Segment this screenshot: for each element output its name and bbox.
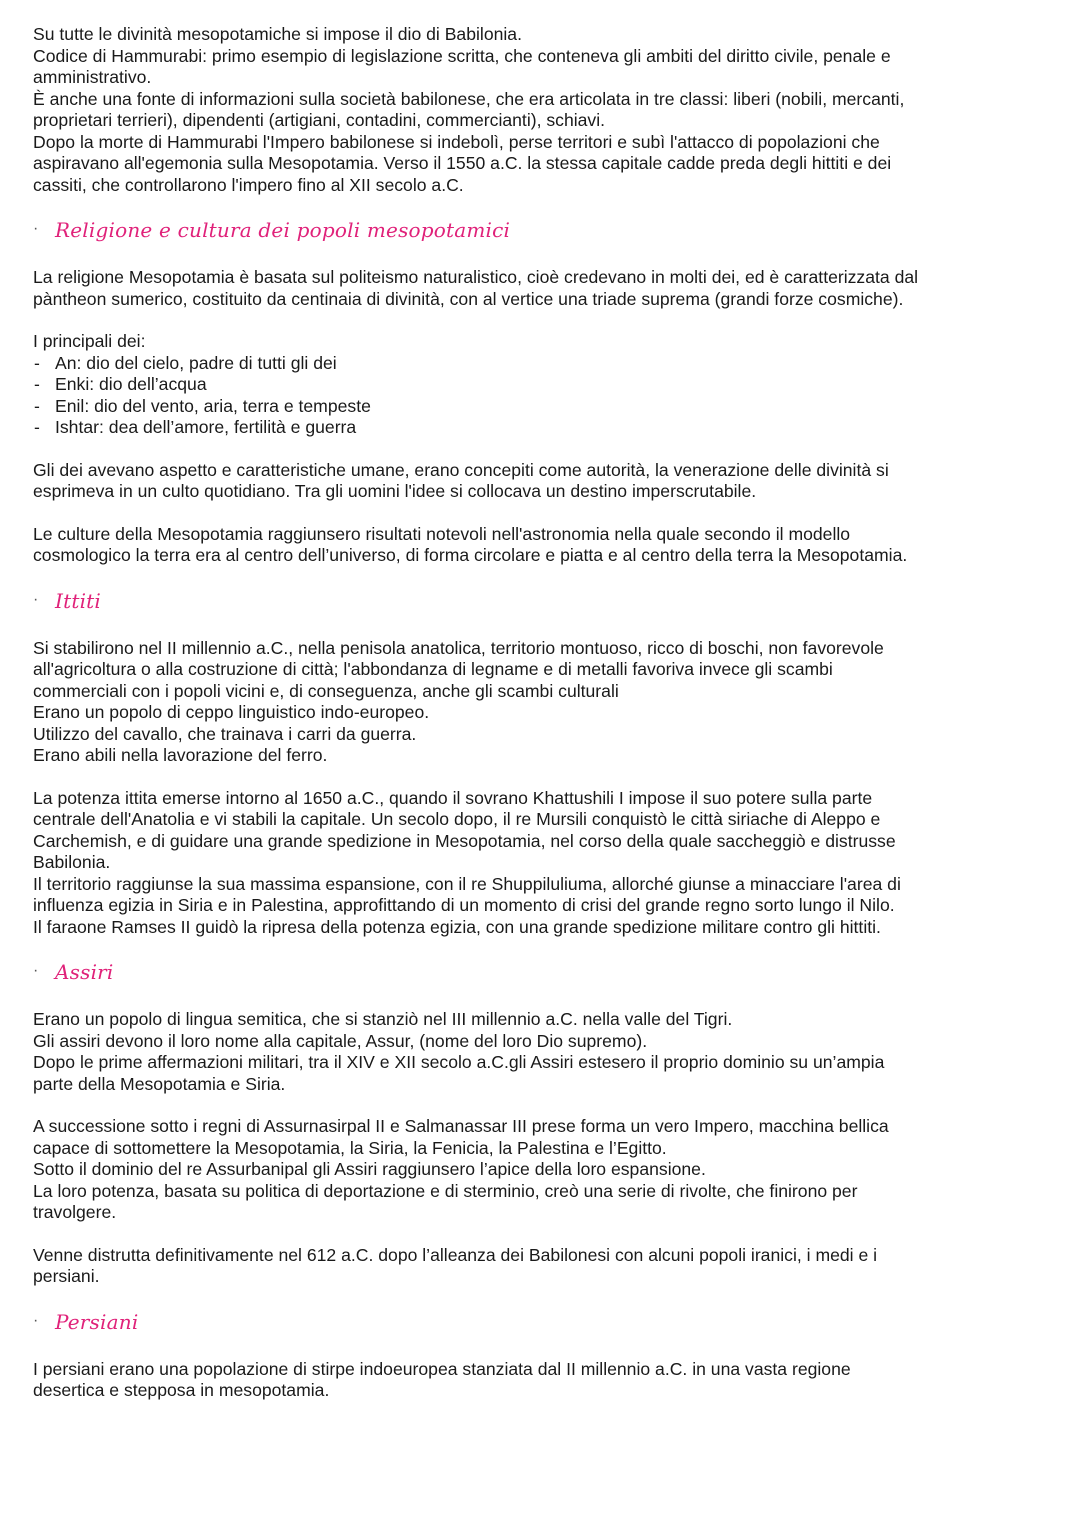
section-heading-assiri (33, 960, 1053, 988)
text-line: Le culture della Mesopotamia raggiunsero risultati notevoli nell'astronomia nella quale secondo il modello (33, 523, 851, 544)
text-line: all'agricoltura o alla costruzione di città; l'abbondanza di legname e di metalli favoriva invece gli scambi (33, 659, 833, 679)
text-line: centrale dell'Anatolia e vi stabili la capitale. Un secolo dopo, il re Mursili conquistò le città siriache di Aleppo e (33, 809, 881, 829)
section-heading-ittiti (33, 589, 1053, 617)
text-line: Dopo le prime affermazioni militari, tra il XIV e XII secolo a.C.gli Assiri estesero il proprio dominio su un’ampia (33, 1052, 885, 1072)
text-line: Babilonia. (33, 852, 111, 872)
heading-text: Persiani (55, 1309, 139, 1334)
section-heading-persiani (33, 1310, 1053, 1338)
text-line: commerciali con i popoli vicini e, di conseguenza, anche gli scambi culturali (33, 680, 619, 701)
religione-paragraph-2 (33, 460, 1053, 503)
text-line: cosmologico la terra era al centro dell’universo, di forma circolare e piatta e al centro della terra la Mesopotamia. (33, 545, 908, 565)
assiri-paragraph-2 (33, 1116, 1053, 1224)
text-line: amministrativo. (33, 67, 152, 87)
text-line: Venne distrutta definitivamente nel 612 a.C. dopo l’alleanza dei Babilonesi con alcuni popoli iranici, i medi e i (33, 1244, 878, 1265)
text-line: Utilizzo del cavallo, che trainava i carri da guerra. (33, 723, 417, 744)
religione-paragraph-1 (33, 267, 1053, 310)
text-line: capace di sottomettere la Mesopotamia, la Siria, la Fenicia, la Palestina e l’Egitto. (33, 1137, 667, 1158)
text-line: La religione Mesopotamia è basata sul politeismo naturalistico, cioè credevano in molti dei, ed è caratterizzata dal (33, 267, 919, 287)
heading-text: Assiri (55, 960, 114, 984)
text-line: I persiani erano una popolazione di stirpe indoeuropea stanziata dal II millennio a.C. in una vasta regione (33, 1358, 851, 1379)
text-line: Carchemish, e di guidare una grande spedizione in Mesopotamia, nel corso della quale saccheggiò e distrusse (33, 830, 896, 851)
text-line: Erano un popolo di lingua semitica, che si stanziò nel III millennio a.C. nella valle del Tigri. (33, 1009, 733, 1029)
bullet-icon: · (33, 1311, 39, 1329)
text-line: proprietari terrieri), dipendenti (artigiani, contadini, commercianti), schiavi. (33, 110, 606, 130)
bullet-icon: · (33, 220, 39, 237)
text-line: A successione sotto i regni di Assurnasirpal II e Salmanassar III prese forma un vero Impero, macchina bellica (33, 1116, 889, 1136)
religione-paragraph-3 (33, 524, 1053, 567)
gods-list (33, 353, 1053, 439)
text-line: Erano abili nella lavorazione del ferro. (33, 745, 328, 765)
text-line: Gli dei avevano aspetto e caratteristiche umane, erano concepiti come autorità, la venerazione delle divinità si (33, 459, 889, 480)
ittiti-paragraph-1 (33, 638, 1053, 767)
text-line: aspiravano all'egemonia sulla Mesopotamia. Verso il 1550 a.C. la stessa capitale cadde preda degli hittiti e dei (33, 153, 892, 173)
bullet-icon: · (33, 962, 39, 979)
list-item: - Enki: dio dell’acqua (34, 374, 207, 394)
intro-paragraph (33, 24, 1053, 196)
text-line: È anche una fonte di informazioni sulla società babilonese, che era articolata in tre classi: liberi (nobili, mercanti, (33, 88, 905, 109)
text-line: travolgere. (33, 1202, 117, 1222)
text-line: influenza egizia in Siria e in Palestina, approfittando di un momento di crisi del grande regno sorto lungo il Nilo. (33, 895, 895, 915)
text-line: parte della Mesopotamia e Siria. (33, 1073, 286, 1094)
text-line: Il territorio raggiunse la sua massima espansione, con il re Shuppiluliuma, allorché giunse a minacciare l'area di (33, 873, 901, 894)
text-line: Codice di Hammurabi: primo esempio di legislazione scritta, che conteneva gli ambiti del diritto civile, penale e (33, 45, 891, 66)
text-line: Su tutte le divinità mesopotamiche si impose il dio di Babilonia. (33, 24, 522, 44)
text-line: La potenza ittita emerse intorno al 1650 a.C., quando il sovrano Khattushili I impose il suo potere sulla parte (33, 787, 873, 808)
text-line: esprimeva in un culto quotidiano. Tra gli uomini l'idee si collocava un destino imperscrutabile. (33, 481, 757, 501)
text-line: Sotto il dominio del re Assurbanipal gli Assiri raggiunsero l’apice della loro espansione. (33, 1159, 706, 1179)
document-page (33, 24, 1053, 1402)
assiri-paragraph-3 (33, 1245, 1053, 1288)
text-line: desertica e stepposa in mesopotamia. (33, 1380, 330, 1400)
section-heading-religione (33, 218, 1053, 246)
text-line: Si stabilirono nel II millennio a.C., nella penisola anatolica, territorio montuoso, ricco di boschi, non favorevole (33, 637, 884, 658)
text-line: pàntheon sumerico, costituito da centinaia di divinità, con al vertice una triade suprema (grandi forze cosmiche). (33, 288, 904, 309)
persiani-paragraph-1 (33, 1359, 1053, 1402)
list-item: - An: dio del cielo, padre di tutti gli dei (34, 352, 337, 373)
text-line: Il faraone Ramses II guidò la ripresa della potenza egizia, con una grande spedizione militare contro gli hittiti. (33, 916, 881, 937)
assiri-paragraph-1 (33, 1009, 1053, 1095)
text-line: cassiti, che controllarono l'impero fino al XII secolo a.C. (33, 174, 464, 195)
ittiti-paragraph-2 (33, 788, 1053, 939)
gods-title: I principali dei: (33, 331, 146, 351)
text-line: Erano un popolo di ceppo linguistico indo-europeo. (33, 702, 430, 722)
text-line: persiani. (33, 1266, 100, 1286)
list-item: - Ishtar: dea dell’amore, fertilità e guerra (34, 417, 357, 437)
text-line: Dopo la morte di Hammurabi l'Impero babilonese si indebolì, perse territori e subì l'attacco di popolazioni che (33, 131, 880, 152)
text-line: Gli assiri devono il loro nome alla capitale, Assur, (nome del loro Dio supremo). (33, 1030, 648, 1051)
heading-text: Ittiti (55, 588, 102, 613)
list-item: - Enil: dio del vento, aria, terra e tempeste (34, 395, 371, 416)
heading-text: Religione e cultura dei popoli mesopotamici (55, 218, 511, 242)
bullet-icon: · (33, 590, 39, 608)
text-line: La loro potenza, basata su politica di deportazione e di sterminio, creò una serie di rivolte, che finirono per (33, 1180, 858, 1201)
